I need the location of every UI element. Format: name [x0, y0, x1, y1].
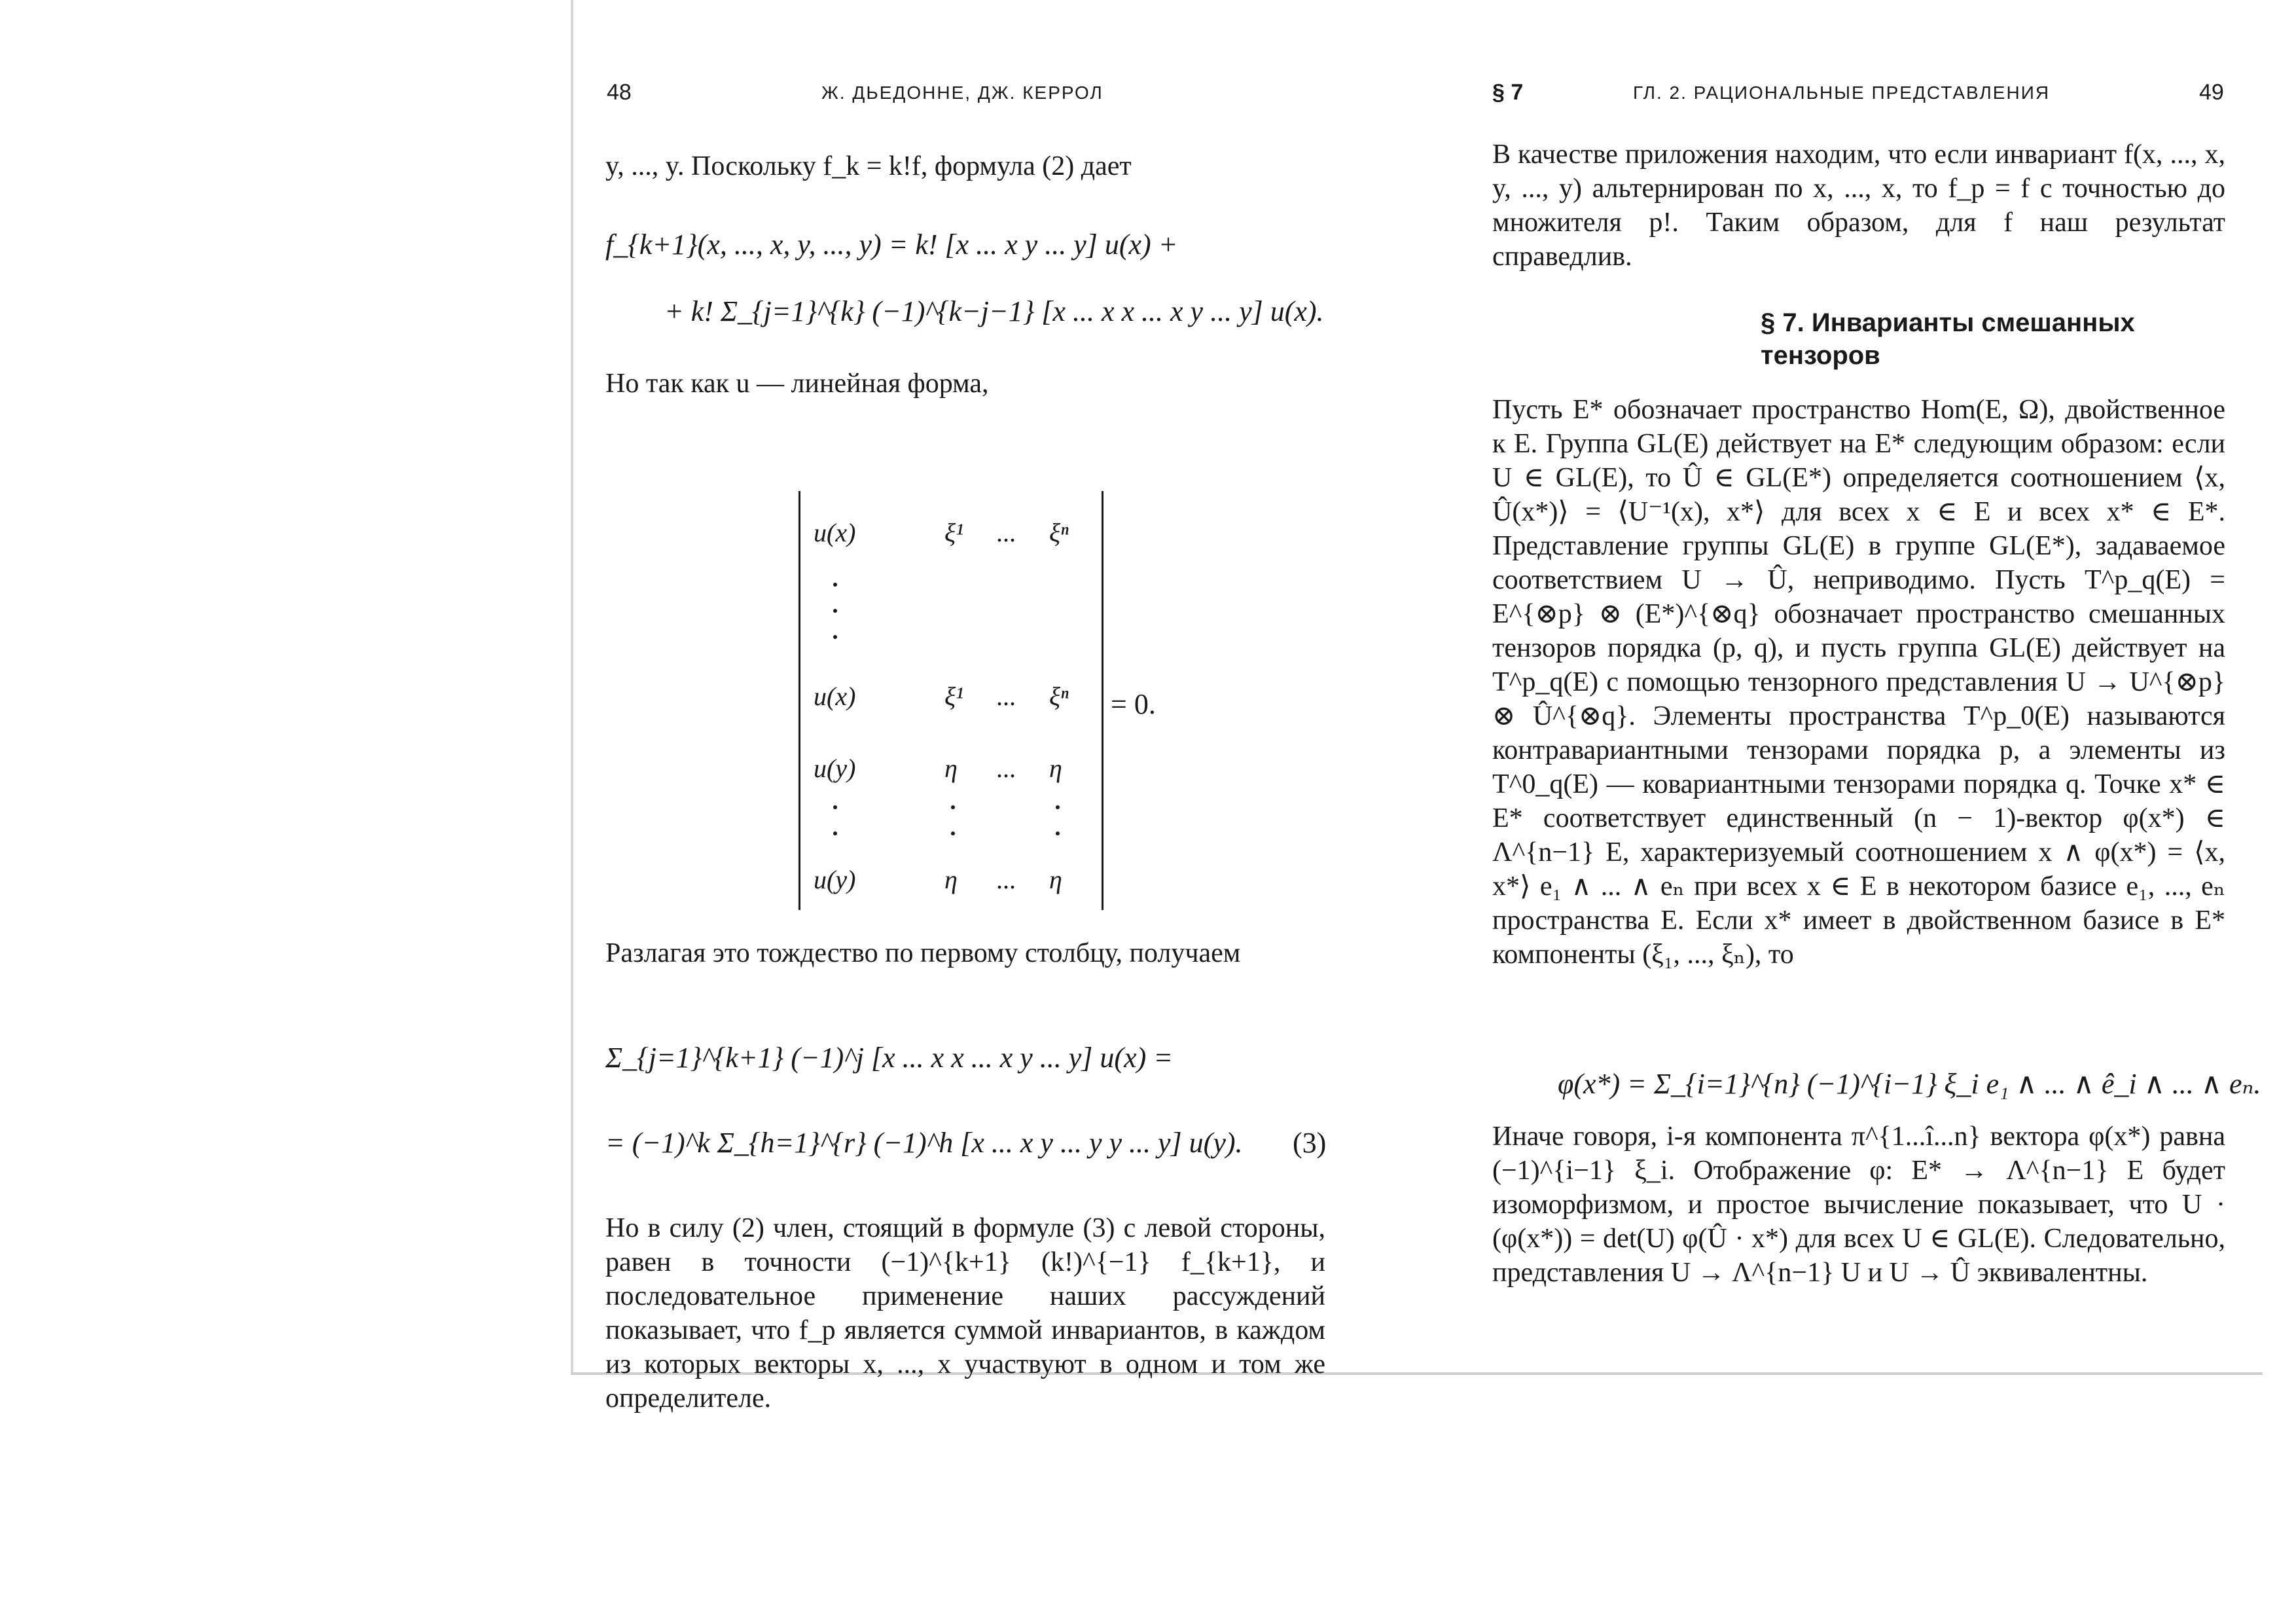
- det-cell: η: [1049, 754, 1062, 783]
- determinant-equals-zero: = 0.: [1111, 688, 1156, 720]
- det-cell: η: [944, 754, 958, 783]
- det-cell: ...: [997, 682, 1016, 711]
- left-page: [599, 72, 1345, 1413]
- left-page-header: [599, 72, 1345, 111]
- det-dot: [833, 831, 837, 835]
- det-cell: u(y): [814, 865, 856, 894]
- equation-2-line-1: f_{k+1}(x, ..., x, y, ..., y) = k! [x ... x y ... y] u(x) +: [605, 228, 1178, 261]
- det-dot: [833, 609, 837, 613]
- det-cell: ξⁿ: [1049, 682, 1069, 711]
- det-dot: [1056, 831, 1060, 835]
- final-paragraph: Но в силу (2) член, стоящий в формуле (3) с левой стороны, равен в точности (−1)^{k+1} (k!)^{−1} f_{k+1}, и последовательное применение наших рассуждений показывает, что f_p является суммой инвариантов, в каждом из которых векторы x, ..., x участвуют в одном и том же определителе.: [605, 1213, 1325, 1413]
- det-cell: u(x): [814, 518, 856, 547]
- equation-number: (3): [1293, 1127, 1327, 1159]
- det-cell: ξ¹: [944, 682, 964, 711]
- section-mark: § 7: [1492, 80, 1524, 105]
- det-cell: ξⁿ: [1049, 518, 1069, 547]
- last-paragraph: Иначе говоря, i-я компонента π^{1...î...n} вектора φ(x*) равна (−1)^{i−1} ξ_i. Отображение φ: E* → Λ^{n−1} E будет изоморфизмом, и простое вычисление показывает, что U · (φ(x*)) = det(U) φ(Û · x*) для всех U ∈ GL(E). Следовательно, представления U → Λ^{n−1} U и U → Û эквивалентны.: [1492, 1122, 2225, 1288]
- det-dot: [833, 805, 837, 809]
- det-cell: ...: [997, 754, 1016, 783]
- equation-3-line-2: = (−1)^k Σ_{h=1}^{r} (−1)^h [x ... x y ... y y ... y] u(y).: [605, 1127, 1243, 1159]
- equation-3-line-1: Σ_{j=1}^{k+1} (−1)^j [x ... x x ... x y ... y] u(x) =: [605, 1042, 1173, 1074]
- det-dot: [833, 635, 837, 639]
- page-number: 49: [2199, 80, 2224, 105]
- det-cell: ξ¹: [944, 518, 964, 547]
- section-title: § 7. Инварианты смешанных: [1761, 308, 2135, 337]
- det-dot: [951, 831, 955, 835]
- det-dot: [1056, 805, 1060, 809]
- text-expand: Разлагая это тождество по первому столбцу, получаем: [605, 938, 1241, 968]
- running-head: ГЛ. 2. РАЦИОНАЛЬНЫЕ ПРЕДСТАВЛЕНИЯ: [1633, 82, 2051, 103]
- right-page: [1486, 72, 2261, 1368]
- intro-paragraph: В качестве приложения находим, что если инвариант f(x, ..., x, y, ..., y) альтернирован по x, ..., x, то f_p = f с точностью до множителя p!. Таким образом, для f наш результат справедлив.: [1492, 139, 2225, 272]
- determinant: [798, 491, 1103, 910]
- det-cell: η: [944, 865, 958, 894]
- text-linear-form: Но так как u — линейная форма,: [605, 369, 989, 399]
- scan-left-edge: [571, 0, 573, 1375]
- main-paragraph: Пусть E* обозначает пространство Hom(E, Ω), двойственное к E. Группа GL(E) действует на E* следующим образом: если U ∈ GL(E), то Û ∈ GL(E*) определяется соотношением ⟨x, Û(x*)⟩ = ⟨U⁻¹(x), x*⟩ для всех x ∈ E и всех x* ∈ E*. Представление группы GL(E) в группе GL(E*), задаваемое соответствием U → Û, неприводимо. Пусть T^p_q(E) = E^{⊗p} ⊗ (E*)^{⊗q} обозначает пространство смешанных тензоров порядка (p, q), и пусть группа GL(E) действует на T^p_q(E) с помощью тензорного представления U → U^{⊗p} ⊗ Û^{⊗q}. Элементы пространства T^p_0(E) называются контравариантными тензорами порядка p, а элементы из T^0_q(E) — ковариантными тензорами порядка q. Точке x* ∈ E* соответствует единственный (n − 1)-вектор φ(x*) ∈ Λ^{n−1} E, характеризуемый соотношением x ∧ φ(x*) = ⟨x, x*⟩ e₁ ∧ ... ∧ eₙ при всех x ∈ E в некотором базисе e₁, ..., eₙ пространства E. Если x* имеет в двойственном базисе в E* компоненты (ξ₁, ..., ξₙ), то: [1492, 395, 2225, 970]
- phi-equation: φ(x*) = Σ_{i=1}^{n} (−1)^{i−1} ξ_i e₁ ∧ ... ∧ ê_i ∧ ... ∧ eₙ.: [1558, 1068, 2261, 1100]
- line-1: y, ..., y. Поскольку f_k = k!f, формула (2) дает: [605, 151, 1132, 181]
- det-dot: [951, 805, 955, 809]
- page-number: 48: [607, 80, 632, 105]
- section-title: тензоров: [1761, 341, 1880, 370]
- det-cell: u(x): [814, 682, 856, 711]
- det-cell: η: [1049, 865, 1062, 894]
- equation-2-line-2: + k! Σ_{j=1}^{k} (−1)^{k−j−1} [x ... x x ... x y ... y] u(x).: [664, 295, 1324, 327]
- det-cell: ...: [997, 865, 1016, 894]
- right-page-header: [1486, 72, 2232, 111]
- det-dot: [833, 583, 837, 587]
- det-cell: ...: [997, 518, 1016, 547]
- det-cell: u(y): [814, 754, 856, 783]
- running-head: Ж. ДЬЕДОННЕ, ДЖ. КЕРРОЛ: [821, 82, 1103, 103]
